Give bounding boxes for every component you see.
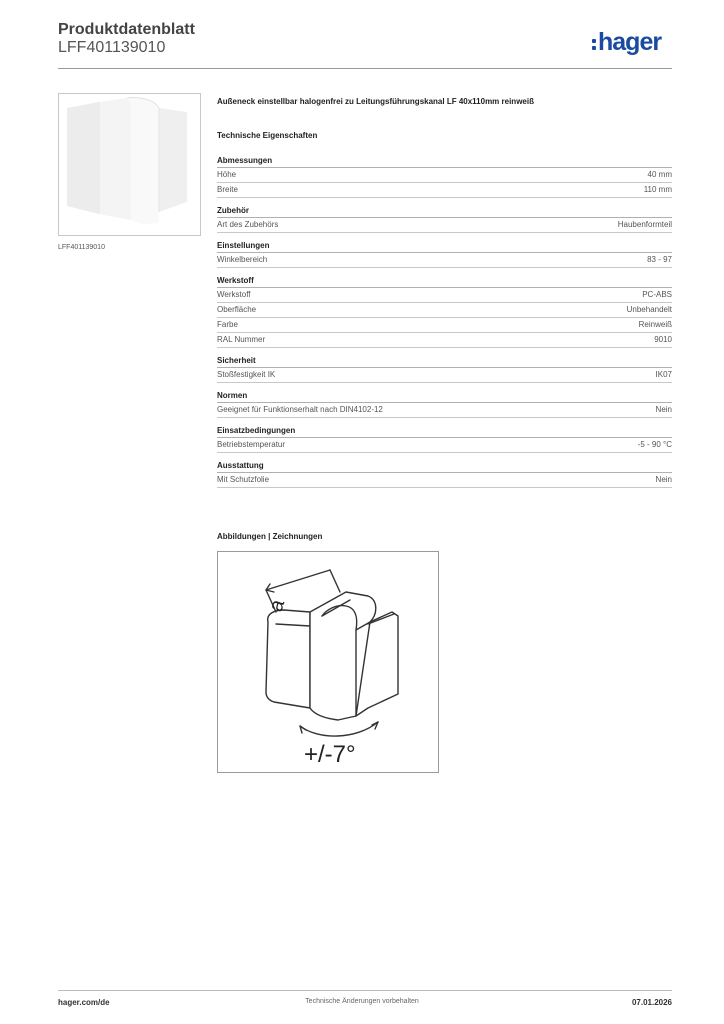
image-caption: LFF401139010 — [58, 244, 105, 251]
spec-group — [217, 460, 672, 488]
spec-label: Art des Zubehörs — [217, 220, 279, 229]
hager-logo — [592, 29, 661, 55]
spec-row — [217, 218, 672, 233]
product-photo-icon — [59, 94, 200, 235]
product-description: Außeneck einstellbar halogenfrei zu Leitungsführungskanal LF 40x110mm reinweiß — [217, 97, 534, 106]
spec-group — [217, 390, 672, 418]
logo-text: hager — [598, 28, 662, 56]
spec-label: Werkstoff — [217, 290, 251, 299]
spec-value: Reinweiß — [638, 320, 672, 329]
spec-label: Stoßfestigkeit IK — [217, 370, 276, 379]
spec-label: Geeignet für Funktionserhalt nach DIN4102-12 — [217, 405, 383, 414]
spec-label: Farbe — [217, 320, 238, 329]
spec-group-title: Zubehör — [217, 205, 672, 218]
spec-row — [217, 473, 672, 488]
spec-group-title: Ausstattung — [217, 460, 672, 473]
spec-row — [217, 318, 672, 333]
spec-label: Mit Schutzfolie — [217, 475, 270, 484]
spec-group-title: Normen — [217, 390, 672, 403]
spec-row — [217, 183, 672, 198]
logo-dots-icon — [592, 39, 596, 50]
spec-value: Nein — [655, 405, 672, 414]
spec-group-title: Sicherheit — [217, 355, 672, 368]
spec-row — [217, 168, 672, 183]
tech-properties-heading: Technische Eigenschaften — [217, 131, 318, 140]
footer-note: Technische Änderungen vorbehalten — [305, 998, 419, 1005]
spec-group-title: Abmessungen — [217, 155, 672, 168]
product-code: LFF401139010 — [58, 39, 166, 56]
technical-drawing — [217, 551, 439, 773]
spec-value: Haubenformteil — [617, 220, 672, 229]
spec-label: Höhe — [217, 170, 237, 179]
spec-group — [217, 205, 672, 233]
footer-divider — [58, 990, 672, 991]
spec-value: 110 mm — [643, 185, 672, 194]
document-title: Produktdatenblatt — [58, 21, 195, 38]
spec-group — [217, 355, 672, 383]
corner-drawing-icon — [218, 552, 438, 772]
spec-row — [217, 368, 672, 383]
spec-group — [217, 240, 672, 268]
spec-value: -5 - 90 °C — [637, 440, 672, 449]
spec-value: Nein — [655, 475, 672, 484]
spec-label: Winkelbereich — [217, 255, 268, 264]
spec-row — [217, 288, 672, 303]
spec-row — [217, 253, 672, 268]
spec-row — [217, 303, 672, 318]
footer-website-link[interactable]: hager.com/de — [58, 998, 110, 1007]
spec-group-title: Einsatzbedingungen — [217, 425, 672, 438]
spec-value: 9010 — [654, 335, 672, 344]
spec-value: PC-ABS — [642, 290, 672, 299]
spec-group-title: Werkstoff — [217, 275, 672, 288]
spec-group — [217, 275, 672, 348]
spec-label: Betriebstemperatur — [217, 440, 286, 449]
spec-group — [217, 155, 672, 198]
spec-value: 83 - 97 — [647, 255, 672, 264]
angle-label: +/-7° — [304, 741, 356, 768]
spec-label: RAL Nummer — [217, 335, 266, 344]
dimension-label: a — [264, 596, 290, 615]
spec-value: IK07 — [655, 370, 672, 379]
spec-value: 40 mm — [647, 170, 672, 179]
spec-label: Breite — [217, 185, 238, 194]
spec-row — [217, 403, 672, 418]
footer-date: 07.01.2026 — [631, 998, 672, 1007]
spec-value: Unbehandelt — [626, 305, 672, 314]
spec-row — [217, 333, 672, 348]
spec-group — [217, 425, 672, 453]
drawings-heading: Abbildungen | Zeichnungen — [217, 532, 323, 541]
header-divider — [58, 68, 672, 69]
spec-row — [217, 438, 672, 453]
spec-label: Oberfläche — [217, 305, 257, 314]
product-image — [58, 93, 201, 236]
spec-group-title: Einstellungen — [217, 240, 672, 253]
spec-table — [217, 155, 672, 495]
